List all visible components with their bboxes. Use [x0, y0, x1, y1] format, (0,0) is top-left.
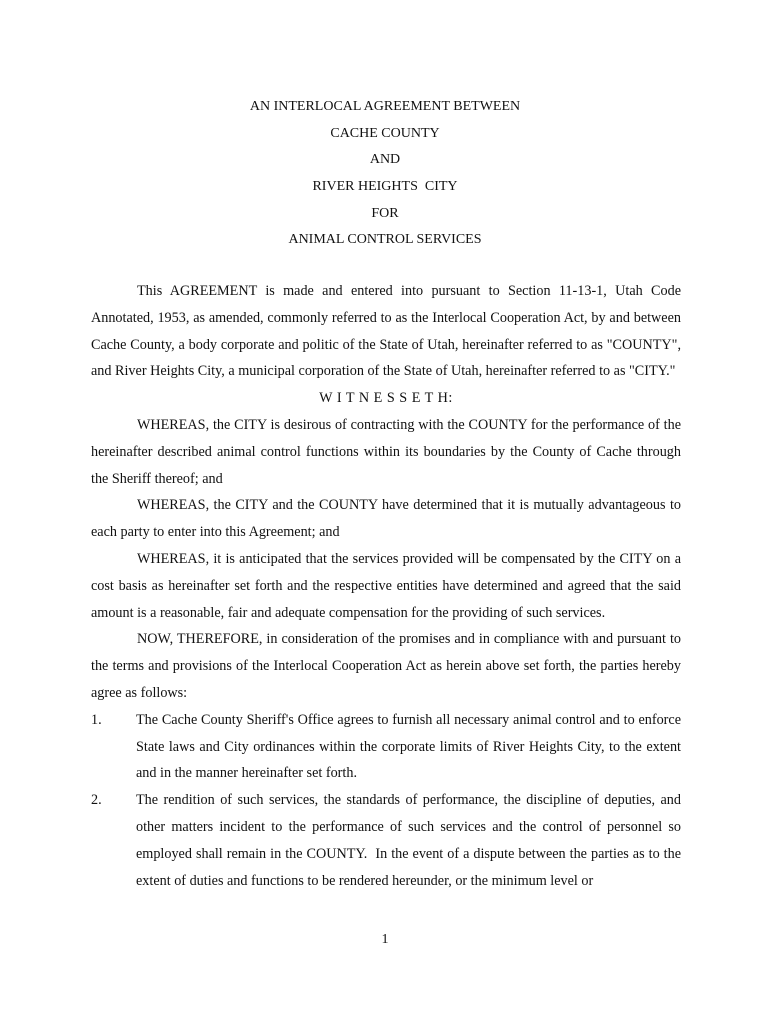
document-body [91, 278, 685, 894]
whereas-paragraph-3: WHEREAS, it is anticipated that the services provided will be compensated by the CITY on a cost basis as hereinafter set forth and the respective entities have determined and agreed that the said amount is a reasonable, fair and adequate compensation for the providing of such services. [91, 550, 681, 621]
item-number: 1. [91, 711, 102, 728]
numbered-item-2 [91, 787, 685, 894]
title-line: RIVER HEIGHTS CITY [312, 179, 458, 195]
title-line: AN INTERLOCAL AGREEMENT BETWEEN [249, 99, 521, 114]
whereas-paragraph-2: WHEREAS, the CITY and the COUNTY have determined that it is mutually advantageous to each party to enter into this Agreement; and [91, 497, 681, 541]
now-therefore-paragraph: NOW, THEREFORE, in consideration of the promises and in compliance with and pursuant to the terms and provisions of the Interlocal Cooperation Act as herein above set forth, the parties hereby agree as follows: [91, 631, 681, 701]
whereas-paragraph-1: WHEREAS, the CITY is desirous of contracting with the COUNTY for the performance of the hereinafter described animal control functions within its boundaries by the County of Cache through the Sheriff thereof; and [91, 416, 681, 487]
title-line: AND [369, 152, 401, 168]
item-text: The Cache County Sheriff's Office agrees to furnish all necessary animal control and to enforce State laws and City ordinances within the corporate limits of River Heights City, to the extent and in the manner hereinafter set forth. [136, 711, 681, 782]
item-number: 2. [91, 792, 102, 809]
witnesseth-heading: W I T N E S S E T H: [319, 390, 453, 407]
document-title [0, 94, 770, 254]
intro-paragraph: This AGREEMENT is made and entered into pursuant to Section 11-13-1, Utah Code Annotated, 1953, as amended, commonly referred to as the Interlocal Cooperation Act, by and between Cache County, a body corporate and politic of the State of Utah, hereinafter referred to as "COUNTY", and River Heights City, a municipal corporation of the State of Utah, hereinafter referred to as "CITY." [91, 283, 681, 380]
page-number: 1 [381, 932, 389, 947]
title-line: FOR [371, 205, 399, 221]
title-line: ANIMAL CONTROL SERVICES [288, 232, 482, 248]
title-line: CACHE COUNTY [330, 125, 440, 141]
numbered-item-1 [91, 707, 681, 787]
item-text: The rendition of such services, the standards of performance, the discipline of deputies, and other matters incident to the performance of such services and the control of personnel so employed shall remain in the COUNTY. In the event of a dispute between the parties as to the extent of duties and functions to be rendered hereunder, or the minimum level or [136, 792, 685, 889]
